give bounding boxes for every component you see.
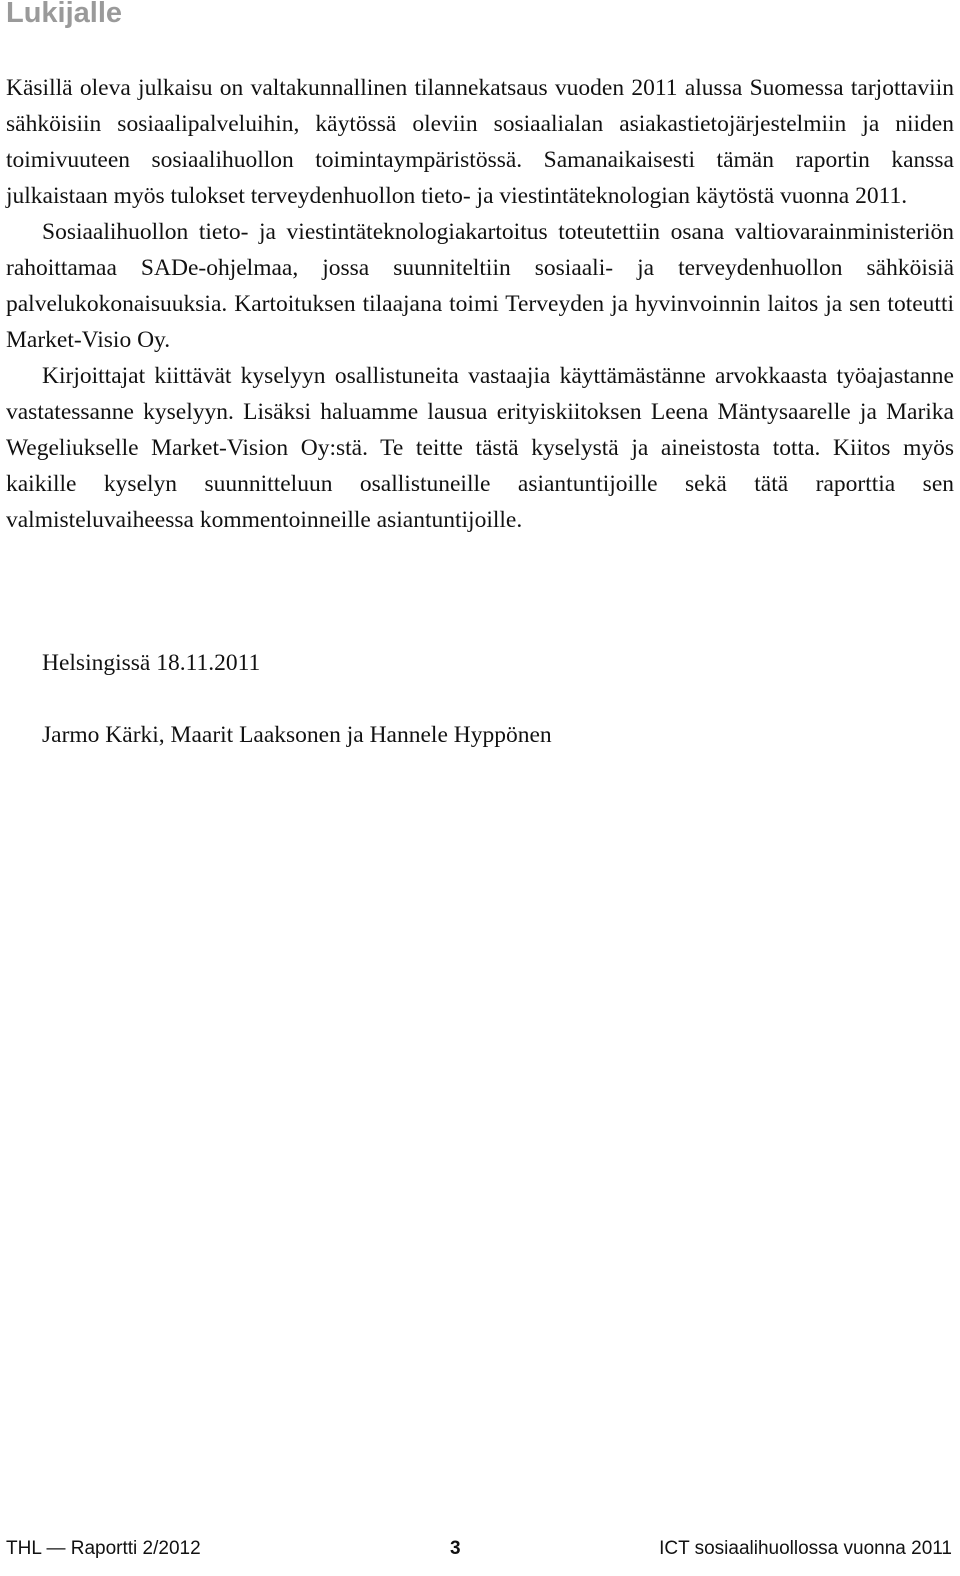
paragraph-intro: Käsillä oleva julkaisu on valtakunnallinen tilannekatsaus vuoden 2011 alussa Suomessa tarjottaviin sähköisiin sosiaalipalveluihin, käytössä oleviin sosiaalialan asiakastietojärjestelmiin ja niiden toimivuuteen sosiaalihuollon toimintaympäristössä. Samanaikaisesti tämän raportin kanssa julkaistaan myös tulokset terveydenhuollon tieto- ja viestintäteknologian käytöstä vuonna 2011. (6, 75, 954, 209)
paragraph-survey: Sosiaalihuollon tieto- ja viestintäteknologiakartoitus toteutettiin osana valtiovarainministeriön rahoittamaa SADe-ohjelmaa, jossa suunniteltiin sosiaali- ja terveydenhuollon sähköisiä palvelukokonaisuuksia. Kartoituksen tilaajana toimi Terveyden ja hyvinvoinnin laitos ja sen toteutti Market-Visio Oy. (6, 219, 954, 353)
footer-publication: THL — Raportti 2/2012 (6, 1538, 201, 1559)
page-title: Lukijalle (6, 0, 123, 29)
footer-report-title: ICT sosiaalihuollossa vuonna 2011 (659, 1538, 952, 1559)
body-text (6, 70, 954, 538)
paragraph-thanks: Kirjoittajat kiittävät kyselyyn osallistuneita vastaajia käyttämästänne arvokkaasta työajastanne vastatessanne kyselyyn. Lisäksi haluamme lausua erityiskiitoksen Leena Mäntysaarelle ja Marika Wegeliukselle Market-Vision Oy:stä. Te teitte tästä kyselystä ja aineistosta totta. Kiitos myös kaikille kyselyn suunnitteluun osallistuneille asiantuntijoille sekä tätä raporttia sen valmisteluvaiheessa kommentoinneille asiantuntijoille. (6, 363, 954, 533)
page-footer (6, 1538, 952, 1566)
place-date: Helsingissä 18.11.2011 (42, 650, 261, 676)
footer-page-number: 3 (450, 1538, 461, 1559)
authors: Jarmo Kärki, Maarit Laaksonen ja Hannele Hyppönen (42, 722, 552, 748)
